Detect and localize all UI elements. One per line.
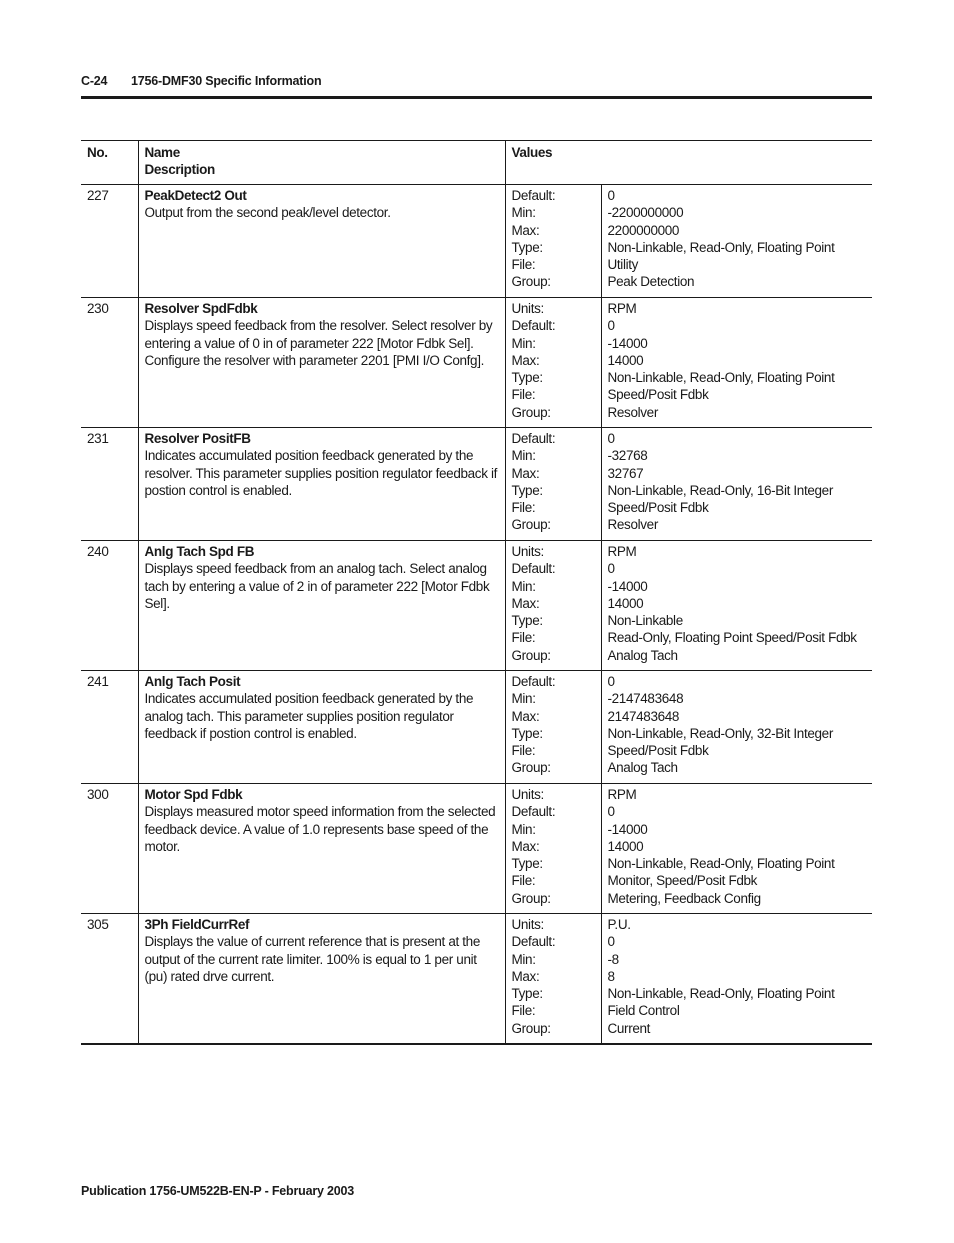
value-text: Non-Linkable, Read-Only, Floating Point	[607, 370, 835, 386]
parameter-description: Indicates accumulated position feedback generated by the analog tach. This parameter supplies position regulator feedback if postion control is enabled.	[144, 691, 474, 741]
value-text: -8	[607, 951, 619, 967]
column-header-name-description	[138, 141, 505, 185]
table-header-row	[81, 141, 872, 185]
value-label: Max:	[511, 465, 540, 481]
value-label: Type:	[511, 856, 543, 872]
value-label: Max:	[511, 595, 540, 611]
value-label: Max:	[511, 222, 540, 238]
value-text: 0	[607, 188, 615, 203]
value-label: Default:	[511, 188, 556, 203]
value-labels-cell	[505, 671, 601, 784]
value-label: Default:	[511, 934, 556, 950]
value-label: Units:	[511, 917, 544, 932]
value-text: 14000	[607, 352, 644, 368]
value-text: P.U.	[607, 917, 631, 932]
value-label: Min:	[511, 691, 536, 707]
value-text: -14000	[607, 578, 648, 594]
table-row	[81, 298, 872, 428]
parameter-name-cell	[138, 914, 505, 1044]
value-label: Group:	[511, 517, 551, 533]
value-text: 32767	[607, 465, 644, 481]
parameter-description: Displays speed feedback from an analog tach. Select analog tach by entering a value of 2 in of parameter 222 [Motor Fdbk Sel].	[144, 561, 490, 611]
value-text: Non-Linkable	[607, 613, 683, 629]
value-text: -32768	[607, 448, 648, 464]
value-text: 2200000000	[607, 222, 680, 238]
value-label: Default:	[511, 318, 556, 334]
value-label: Min:	[511, 821, 536, 837]
value-text: Metering, Feedback Config	[607, 890, 761, 906]
table-row	[81, 914, 872, 1044]
value-text: Speed/Posit Fdbk	[607, 500, 709, 516]
value-label: Type:	[511, 239, 543, 255]
page-header	[81, 74, 872, 94]
parameter-name: Motor Spd Fdbk	[144, 787, 243, 802]
value-label: Units:	[511, 301, 544, 316]
value-label: Default:	[511, 561, 556, 577]
value-label: Min:	[511, 951, 536, 967]
parameter-description: Displays speed feedback from the resolver. Select resolver by entering a value of 0 in of parameter 222 [Motor Fdbk Sel]. Configure the resolver with parameter 2201 [PMI I/O Confg].	[144, 318, 493, 368]
value-text: 2147483648	[607, 708, 680, 724]
parameter-name: Anlg Tach Spd FB	[144, 544, 255, 559]
parameter-number: 227	[87, 188, 109, 203]
value-text: 0	[607, 934, 615, 950]
parameter-description: Output from the second peak/level detector.	[144, 205, 391, 221]
value-text: 0	[607, 561, 615, 577]
value-labels-cell	[505, 914, 601, 1044]
value-label: Default:	[511, 804, 556, 820]
value-text: Non-Linkable, Read-Only, Floating Point	[607, 986, 835, 1002]
value-text: Monitor, Speed/Posit Fdbk	[607, 873, 758, 889]
section-title: 1756-DMF30 Specific Information	[131, 74, 322, 88]
value-text: 0	[607, 674, 615, 689]
value-text: Speed/Posit Fdbk	[607, 743, 709, 759]
value-label: Min:	[511, 335, 536, 351]
values-cell	[601, 541, 872, 671]
column-header-values: Values	[505, 141, 872, 185]
parameter-number: 300	[87, 787, 109, 802]
value-label: Group:	[511, 274, 551, 290]
table-row	[81, 671, 872, 784]
value-text: -2200000000	[607, 205, 684, 221]
value-text: Resolver	[607, 517, 658, 533]
parameter-name-cell	[138, 784, 505, 914]
parameter-name: Resolver PositFB	[144, 431, 251, 446]
value-label: File:	[511, 873, 536, 889]
values-cell	[601, 298, 872, 428]
value-labels-cell	[505, 185, 601, 298]
parameter-description: Displays the value of current reference that is present at the output of the current rate limiter. 100% is equal to 1 per unit (pu) rated drve current.	[144, 934, 480, 984]
publication-footer: Publication 1756-UM522B-EN-P - February 2003	[81, 1184, 355, 1198]
values-cell	[601, 784, 872, 914]
value-label: Max:	[511, 968, 540, 984]
value-label: Units:	[511, 787, 544, 802]
value-text: Current	[607, 1020, 651, 1036]
value-label: Group:	[511, 890, 551, 906]
parameter-description: Indicates accumulated position feedback generated by the resolver. This parameter supplies position regulator feedback if postion control is enabled.	[144, 448, 498, 498]
parameter-number: 231	[87, 431, 109, 446]
value-text: Utility	[607, 257, 639, 273]
value-label: Min:	[511, 205, 536, 221]
value-text: -14000	[607, 335, 648, 351]
value-text: 14000	[607, 838, 644, 854]
value-label: File:	[511, 387, 536, 403]
parameter-name: PeakDetect2 Out	[144, 188, 247, 203]
value-text: RPM	[607, 544, 637, 559]
value-labels-cell	[505, 541, 601, 671]
value-text: -14000	[607, 821, 648, 837]
parameter-number: 230	[87, 301, 109, 316]
parameter-description: Displays measured motor speed information from the selected feedback device. A value of 1.0 represents base speed of the motor.	[144, 804, 496, 854]
value-label: Units:	[511, 544, 544, 559]
value-label: Max:	[511, 708, 540, 724]
value-label: Type:	[511, 986, 543, 1002]
value-label: Default:	[511, 431, 556, 446]
value-label: Type:	[511, 482, 543, 498]
value-label: File:	[511, 743, 536, 759]
value-text: Field Control	[607, 1003, 680, 1019]
value-text: Resolver	[607, 404, 658, 420]
parameter-name-cell	[138, 298, 505, 428]
value-label: Type:	[511, 613, 543, 629]
value-label: File:	[511, 257, 536, 273]
value-label: Type:	[511, 725, 543, 741]
parameter-name: Resolver SpdFdbk	[144, 301, 258, 316]
values-cell	[601, 671, 872, 784]
value-label: File:	[511, 1003, 536, 1019]
table-row	[81, 784, 872, 914]
parameter-name-cell	[138, 428, 505, 541]
values-cell	[601, 185, 872, 298]
column-header-description: Description	[144, 162, 215, 178]
value-text: Analog Tach	[607, 647, 678, 663]
value-text: RPM	[607, 787, 637, 802]
value-label: Group:	[511, 1020, 551, 1036]
parameter-number: 240	[87, 544, 109, 559]
value-label: Min:	[511, 448, 536, 464]
values-cell	[601, 914, 872, 1044]
value-text: 8	[607, 968, 615, 984]
table-row	[81, 428, 872, 541]
value-text: Non-Linkable, Read-Only, 32-Bit Integer	[607, 725, 833, 741]
parameter-number: 305	[87, 917, 109, 932]
parameter-name-cell	[138, 671, 505, 784]
value-label: Group:	[511, 647, 551, 663]
value-text: Read-Only, Floating Point Speed/Posit Fdbk	[607, 630, 857, 646]
value-text: Non-Linkable, Read-Only, Floating Point	[607, 239, 835, 255]
value-label: Default:	[511, 674, 556, 689]
value-text: 0	[607, 318, 615, 334]
value-text: 14000	[607, 595, 644, 611]
value-text: 0	[607, 804, 615, 820]
value-text: Speed/Posit Fdbk	[607, 387, 709, 403]
column-header-no: No.	[81, 141, 138, 185]
table-row	[81, 185, 872, 298]
value-label: Group:	[511, 404, 551, 420]
parameter-name-cell	[138, 185, 505, 298]
value-text: 0	[607, 431, 615, 446]
value-label: File:	[511, 630, 536, 646]
table-row	[81, 541, 872, 671]
value-labels-cell	[505, 428, 601, 541]
value-text: Peak Detection	[607, 274, 695, 290]
value-text: Non-Linkable, Read-Only, Floating Point	[607, 856, 835, 872]
value-label: Max:	[511, 838, 540, 854]
values-cell	[601, 428, 872, 541]
parameter-name: 3Ph FieldCurrRef	[144, 917, 250, 932]
value-text: Non-Linkable, Read-Only, 16-Bit Integer	[607, 482, 833, 498]
parameter-name: Anlg Tach Posit	[144, 674, 241, 689]
parameter-number: 241	[87, 674, 109, 689]
value-text: Analog Tach	[607, 760, 678, 776]
page-number: C-24	[81, 74, 108, 88]
column-header-name: Name	[144, 145, 180, 160]
value-label: Min:	[511, 578, 536, 594]
value-label: Group:	[511, 760, 551, 776]
value-label: Max:	[511, 352, 540, 368]
value-text: RPM	[607, 301, 637, 316]
parameter-table	[81, 140, 872, 1045]
value-label: File:	[511, 500, 536, 516]
header-rule	[81, 96, 872, 99]
parameter-name-cell	[138, 541, 505, 671]
value-text: -2147483648	[607, 691, 684, 707]
value-labels-cell	[505, 298, 601, 428]
value-labels-cell	[505, 784, 601, 914]
value-label: Type:	[511, 370, 543, 386]
